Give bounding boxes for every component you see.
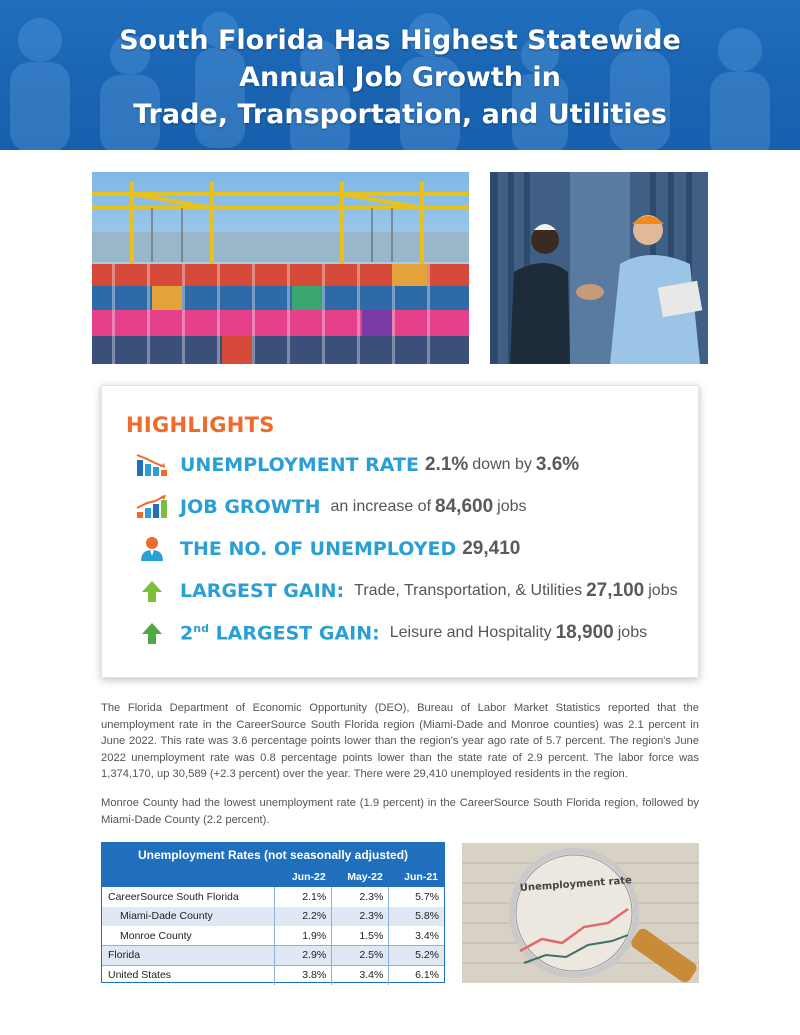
unemployment-rate-value: 2.1%: [424, 454, 469, 475]
table-row: Florida 2.9% 2.5% 5.2%: [102, 946, 444, 966]
largest-gain-value: 27,100: [586, 580, 645, 601]
highlight-second-largest-gain: [134, 618, 651, 648]
magnifier-photo: [462, 843, 699, 983]
second-gain-unit: jobs: [617, 624, 648, 641]
num-unemployed-label: THE NO. OF UNEMPLOYED: [180, 538, 457, 560]
job-growth-text: an increase of: [330, 498, 432, 515]
unemployment-rates-table: [101, 842, 445, 983]
up-arrow-icon: [134, 578, 170, 604]
job-growth-label: JOB GROWTH: [180, 496, 321, 518]
second-gain-label: 2nd LARGEST GAIN:: [180, 621, 380, 645]
highlights-title: HIGHLIGHTS: [126, 413, 275, 437]
title-line-2: Annual Job Growth in: [239, 62, 561, 93]
title-line-1: South Florida Has Highest Statewide: [119, 25, 681, 56]
column-header: Jun-21: [389, 867, 444, 887]
highlight-job-growth: [134, 492, 531, 522]
table-header-row: [102, 867, 444, 887]
second-gain-value: 18,900: [555, 622, 614, 643]
up-arrow-icon: [134, 620, 170, 646]
table-row: CareerSource South Florida 2.1% 2.3% 5.7%: [102, 887, 444, 907]
handshake-workers-photo: [490, 172, 708, 364]
second-gain-text: Leisure and Hospitality: [389, 624, 552, 641]
highlight-unemployment-rate: [134, 450, 579, 480]
largest-gain-label: LARGEST GAIN:: [180, 580, 345, 602]
table-caption: Unemployment Rates (not seasonally adjusted): [102, 843, 444, 867]
header-banner: [0, 0, 800, 150]
unemployment-rate-text: down by: [472, 456, 532, 473]
column-header: Jun-22: [275, 867, 332, 887]
num-unemployed-value: 29,410: [462, 538, 521, 559]
column-header: May-22: [332, 867, 389, 887]
largest-gain-text: Trade, Transportation, & Utilities: [354, 582, 583, 599]
highlight-num-unemployed: [134, 534, 520, 564]
table-row: United States 3.8% 3.4% 6.1%: [102, 965, 444, 985]
job-growth-value: 84,600: [435, 496, 494, 517]
bar-chart-up-icon: [134, 494, 170, 520]
page-title: [0, 22, 800, 133]
body-paragraph-2: Monroe County had the lowest unemployment rate (1.9 percent) in the CareerSource South Florida region, followed by Miami-Dade County (2.2 percent).: [101, 797, 699, 826]
title-line-3: Trade, Transportation, and Utilities: [133, 99, 667, 130]
largest-gain-unit: jobs: [648, 582, 678, 599]
unemployment-rate-change: 3.6%: [535, 454, 580, 475]
port-containers-photo: [92, 172, 469, 364]
person-icon: [134, 536, 170, 562]
body-paragraph-1: The Florida Department of Economic Opportunity (DEO), Bureau of Labor Market Statistics reported that the unemployment rate in the CareerSource South Florida region (Miami-Dade and Monroe counties) was 2.1 percent in June 2022. This rate was 3.6 percentage points lower than the region's year ago rate of 5.7 percent. The region's June 2022 unemployment rate was 0.8 percentage points lower than the state rate of 2.9 percent. The labor force was 1,374,170, up 30,589 (+2.3 percent) over the year. There were 29,410 unemployed residents in the region.: [101, 702, 699, 781]
table-row: Monroe County 1.9% 1.5% 3.4%: [102, 926, 444, 946]
highlight-largest-gain: [134, 576, 682, 606]
job-growth-unit: jobs: [497, 498, 527, 515]
highlights-box: [101, 385, 699, 678]
unemployment-rate-label: UNEMPLOYMENT RATE: [180, 454, 419, 476]
bar-chart-down-icon: [134, 452, 170, 478]
table-row: Miami-Dade County 2.2% 2.3% 5.8%: [102, 907, 444, 927]
magnifier-label: Unemployment rate: [519, 875, 633, 894]
